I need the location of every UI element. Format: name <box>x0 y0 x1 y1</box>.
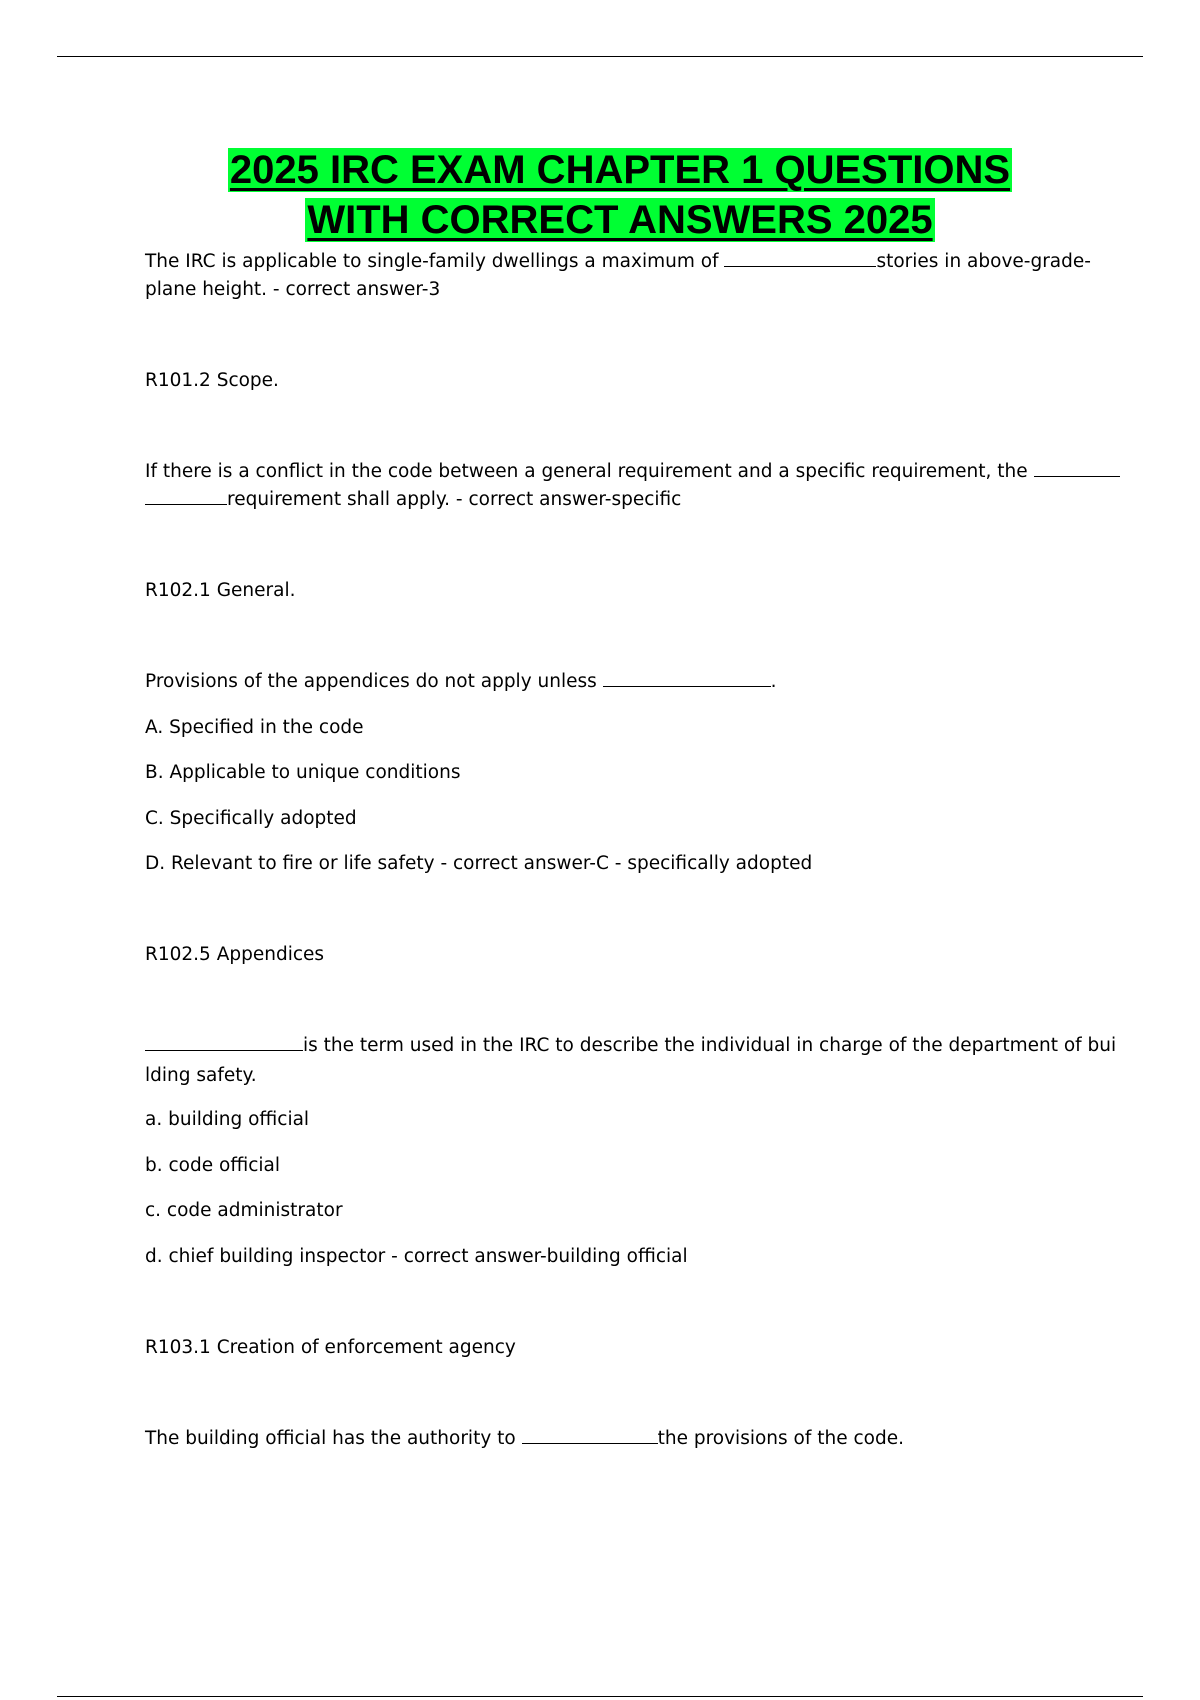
question-4-option-a: a. building official <box>145 1109 310 1130</box>
question-4-option-c: c. code administrator <box>145 1200 343 1221</box>
answer-blank <box>145 486 227 505</box>
question-3-stem: Provisions of the appendices do not apply unless . <box>145 668 1085 696</box>
title-line-2: WITH CORRECT ANSWERS 2025 <box>307 198 933 242</box>
reference-r101-2: R101.2 Scope. <box>145 370 279 391</box>
question-4-option-d: d. chief building inspector - correct answer-building official <box>145 1246 688 1267</box>
answer-blank <box>1034 458 1120 477</box>
question-3-option-d: D. Relevant to fire or life safety - correct answer-C - specifically adopted <box>145 853 813 874</box>
reference-r102-5: R102.5 Appendices <box>145 944 325 965</box>
question-5-stem: The building official has the authority to the provisions of the code. <box>145 1425 1085 1453</box>
question-1-line-1: The IRC is applicable to single-family dwellings a maximum of stories in above-grade- <box>145 248 1085 276</box>
question-2-line-2: requirement shall apply. - correct answer-specific <box>145 486 1085 514</box>
reference-r102-1: R102.1 General. <box>145 580 296 601</box>
reference-r103-1: R103.1 Creation of enforcement agency <box>145 1337 516 1358</box>
title-line-1: 2025 IRC EXAM CHAPTER 1 QUESTIONS <box>229 148 1011 192</box>
question-1-line-2: plane height. - correct answer-3 <box>145 279 441 300</box>
answer-blank <box>724 248 876 267</box>
question-3-option-a: A. Specified in the code <box>145 717 364 738</box>
answer-blank <box>603 668 771 687</box>
header-rule <box>57 56 1143 57</box>
document-title <box>140 145 1100 245</box>
footer-rule <box>57 1696 1143 1697</box>
answer-blank <box>145 1032 303 1051</box>
question-4-line-2: lding safety. <box>145 1065 257 1086</box>
question-3-option-c: C. Specifically adopted <box>145 808 357 829</box>
question-4-line-1: is the term used in the IRC to describe the individual in charge of the department of bui <box>145 1032 1085 1060</box>
question-4-option-b: b. code official <box>145 1155 280 1176</box>
question-3-option-b: B. Applicable to unique conditions <box>145 762 461 783</box>
question-2-line-1: If there is a conflict in the code between a general requirement and a specific requirement, the <box>145 458 1085 486</box>
answer-blank <box>522 1425 658 1444</box>
